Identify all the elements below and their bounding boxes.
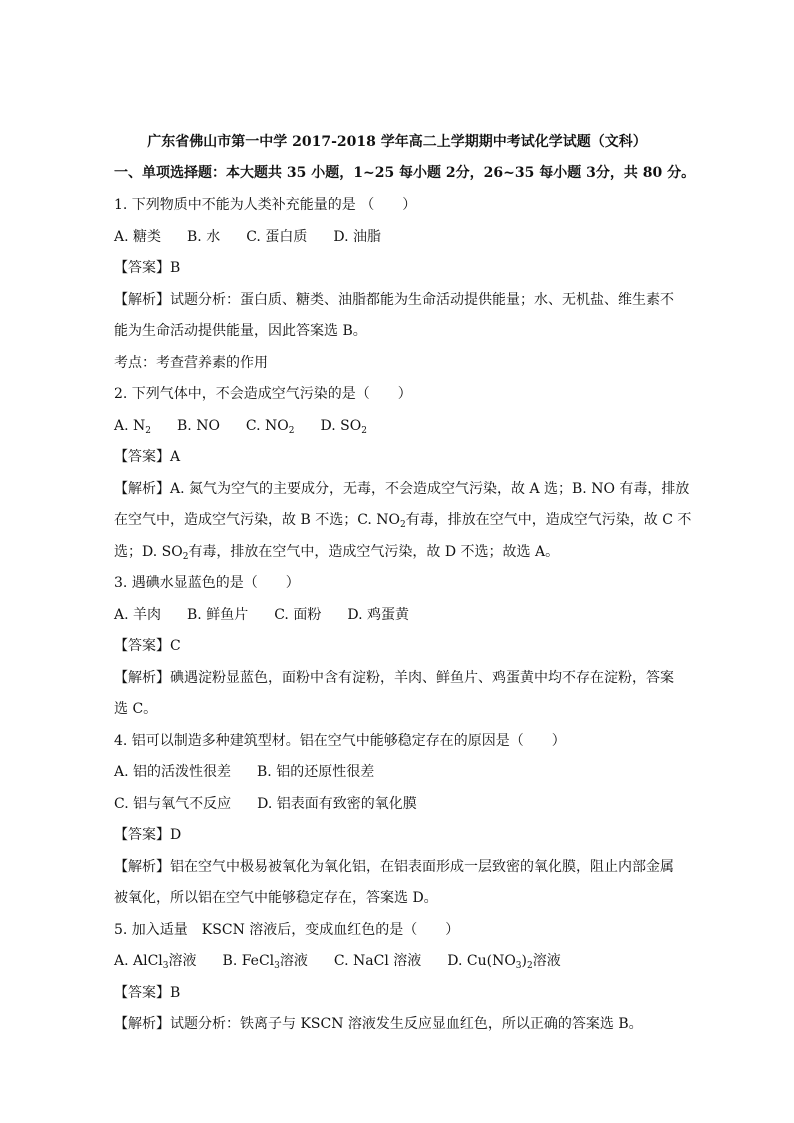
q4-analysis-line2: 被氧化，所以铝在空气中能够稳定存在，答案选 D。 — [114, 890, 438, 906]
q3-option-d: D. 鸡蛋黄 — [347, 607, 409, 623]
q4-option-a: A. 铝的活泼性很差 — [114, 764, 232, 780]
q4-stem: 4. 铝可以制造多种建筑型材。铝在空气中能够稳定存在的原因是（ ） — [114, 733, 566, 749]
q3-option-a: A. 羊肉 — [114, 607, 162, 623]
q2-option-a: A. $N_2$ — [114, 418, 151, 436]
q4-options-row1 — [114, 763, 400, 781]
q3-analysis-line1: 【解析】碘遇淀粉显蓝色，面粉中含有淀粉，羊肉、鲜鱼片、鸡蛋黄中均不存在淀粉，答案 — [114, 670, 674, 686]
q2-stem: 2. 下列气体中，不会造成空气污染的是（ ） — [114, 386, 412, 402]
q5-options — [114, 952, 587, 970]
q3-option-b: B. 鲜鱼片 — [187, 607, 249, 623]
q2-analysis-line3: 选；D. $SO_2$有毒，排放在空气中，造成空气污染，故 D 不选；故选 A。 — [114, 544, 560, 562]
q5-analysis-line1: 【解析】试题分析：铁离子与 KSCN 溶液发生反应显血红色，所以正确的答案选 B。 — [114, 1016, 643, 1032]
q2-analysis-line2: 在空气中，造成空气污染，故 B 不选；C. $NO_2$有毒，排放在空气中，造成空气污染，故 C 不 — [114, 512, 692, 530]
q5-option-c: C. NaCl 溶液 — [333, 953, 422, 969]
q4-analysis-line1: 【解析】铝在空气中极易被氧化为氧化铝，在铝表面形成一层致密的氧化膜，阻止内部金属 — [114, 859, 674, 875]
q4-option-c: C. 铝与氧气不反应 — [114, 796, 232, 812]
q4-answer: 【答案】D — [114, 827, 182, 843]
q5-stem: 5. 加入适量 KSCN 溶液后，变成血红色的是（ ） — [114, 922, 460, 938]
q1-stem: 1. 下列物质中不能为人类补充能量的是 （ ） — [114, 197, 417, 213]
q1-answer: 【答案】B — [114, 260, 181, 276]
q4-option-d: D. 铝表面有致密的氧化膜 — [257, 796, 417, 812]
q2-option-d: D. $SO_2$ — [320, 418, 367, 436]
q1-analysis-line2: 能为生命活动提供能量，因此答案选 B。 — [114, 323, 367, 339]
q3-option-c: C. 面粉 — [274, 607, 322, 623]
q5-option-d: D. $Cu(NO_3)_2$溶液 — [447, 953, 561, 971]
q3-options — [114, 606, 435, 624]
q2-answer: 【答案】A — [114, 449, 181, 465]
q2-options — [114, 417, 393, 435]
q3-stem: 3. 遇碘水显蓝色的是（ ） — [114, 575, 300, 591]
q1-options — [114, 228, 407, 246]
q1-point: 考点：考查营养素的作用 — [114, 355, 268, 371]
q3-analysis-line2: 选 C。 — [114, 701, 158, 717]
q2-option-c: C. $NO_2$ — [245, 418, 295, 436]
q4-option-b: B. 铝的还原性很差 — [257, 764, 375, 780]
section-heading: 一、单项选择题：本大题共 35 小题，1~25 每小题 2分，26~35 每小题 3分，共 80 分。 — [114, 165, 696, 181]
q2-analysis-line1: 【解析】A. 氮气为空气的主要成分，无毒，不会造成空气污染，故 A 选；B. NO 有毒，排放 — [114, 481, 690, 497]
document-title: 广东省佛山市第一中学 2017-2018 学年高二上学期期中考试化学试题（文科） — [147, 134, 647, 150]
q2-option-b: B. NO — [177, 418, 220, 434]
q4-options-row2 — [114, 795, 443, 813]
q1-option-a: A. 糖类 — [114, 229, 162, 245]
q1-option-c: C. 蛋白质 — [246, 229, 308, 245]
q5-option-a: A. AlCl$_3$溶液 — [114, 953, 197, 971]
q1-option-d: D. 油脂 — [333, 229, 381, 245]
q5-option-b: B. FeCl$_3$溶液 — [222, 953, 308, 971]
q5-answer: 【答案】B — [114, 985, 181, 1001]
q1-option-b: B. 水 — [187, 229, 221, 245]
q1-analysis-line1: 【解析】试题分析：蛋白质、糖类、油脂都能为生命活动提供能量；水、无机盐、维生素不 — [114, 292, 674, 308]
q3-answer: 【答案】C — [114, 638, 181, 654]
